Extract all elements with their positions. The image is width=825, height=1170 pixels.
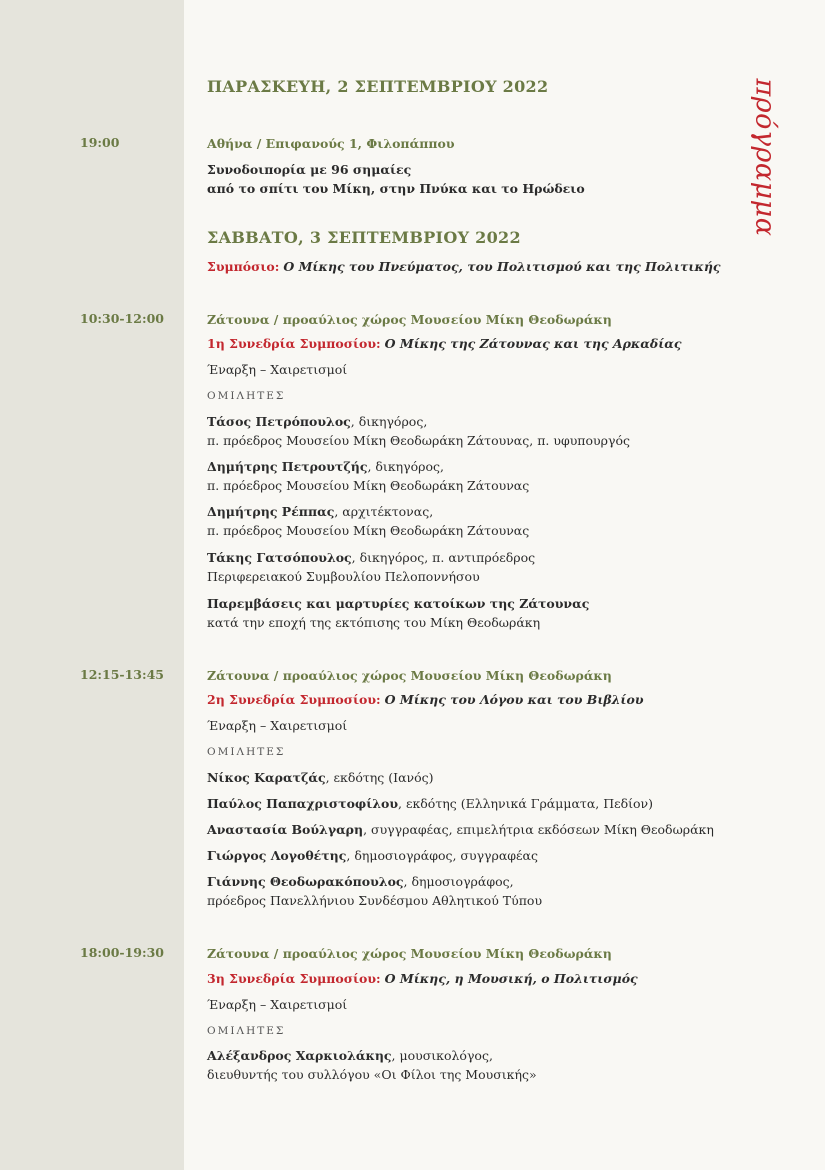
session1-opening: Έναρξη – Χαιρετισμοί: [207, 362, 348, 377]
session1-location: Ζάτουνα / προαύλιος χώρος Μουσείου Μίκη Θεοδωράκη: [207, 312, 612, 327]
session3-title: Ο Μίκης, η Μουσική, ο Πολιτισμός: [384, 971, 638, 986]
session2-title: Ο Μίκης του Λόγου και του Βιβλίου: [384, 692, 644, 707]
speaker-name: Γιώργος Λογοθέτης: [207, 848, 347, 863]
session3-speakers-heading: ΟΜΙΛΗΤΕΣ: [207, 1025, 286, 1037]
session2-speakers-heading: ΟΜΙΛΗΤΕΣ: [207, 746, 286, 758]
session1-label: 1η Συνεδρία Συμποσίου:: [207, 336, 381, 351]
session2-heading: [207, 691, 644, 708]
speaker-role-line2: π. πρόεδρος Μουσείου Μίκη Θεοδωράκη Ζάτουνας: [207, 478, 530, 493]
speaker-role: , δημοσιογράφος, συγγραφέας: [346, 848, 538, 863]
speaker-name: Παύλος Παπαχριστοφίλου: [207, 796, 399, 811]
speaker-role: , εκδότης (Ιανός): [325, 770, 434, 785]
symposium-line: [207, 258, 721, 275]
friday-date: ΠΑΡΑΣΚΕΥΗ, 2 ΣΕΠΤΕΜΒΡΙΟΥ 2022: [207, 77, 549, 96]
speaker-line: [207, 503, 433, 520]
session1-speakers-heading: ΟΜΙΛΗΤΕΣ: [207, 390, 286, 402]
speaker-role: , μουσικολόγος,: [391, 1048, 493, 1063]
friday-time: 19:00: [80, 135, 120, 150]
side-title-wrapper: [745, 78, 785, 236]
session3-location: Ζάτουνα / προαύλιος χώρος Μουσείου Μίκη Θεοδωράκη: [207, 946, 612, 961]
speaker-name: Γιάννης Θεοδωρακόπουλος: [207, 874, 404, 889]
symposium-label: Συμπόσιο:: [207, 259, 280, 274]
speaker-role: , συγγραφέας, επιμελήτρια εκδόσεων Μίκη Θεοδωράκη: [363, 822, 714, 837]
session3-heading: [207, 970, 638, 987]
speaker-role: , δικηγόρος, π. αντιπρόεδρος: [351, 550, 536, 565]
speaker-role-line2: Περιφερειακού Συμβουλίου Πελοποννήσου: [207, 569, 480, 584]
speaker-name: Αλέξανδρος Χαρκιολάκης: [207, 1048, 392, 1063]
friday-line2: από το σπίτι του Μίκη, στην Πνύκα και το Ηρώδειο: [207, 181, 585, 196]
session1-time: 10:30-12:00: [80, 311, 164, 326]
speaker-line: [207, 873, 514, 890]
speaker-role: , εκδότης (Ελληνικά Γράμματα, Πεδίον): [398, 796, 654, 811]
session1-heading: [207, 335, 682, 352]
saturday-date: ΣΑΒΒΑΤΟ, 3 ΣΕΠΤΕΜΒΡΙΟΥ 2022: [207, 228, 521, 247]
speaker-role-line2: πρόεδρος Πανελλήνιου Συνδέσμου Αθλητικού Τύπου: [207, 893, 543, 908]
speaker-role: , δικηγόρος,: [367, 459, 444, 474]
symposium-title: Ο Μίκης του Πνεύματος, του Πολιτισμού και της Πολιτικής: [283, 259, 721, 274]
speaker-role-line2: π. πρόεδρος Μουσείου Μίκη Θεοδωράκη Ζάτουνας, π. υφυπουργός: [207, 433, 630, 448]
speaker-line: [207, 821, 714, 838]
speaker-name: Δημήτρης Πετρουτζής: [207, 459, 368, 474]
session2-opening: Έναρξη – Χαιρετισμοί: [207, 718, 348, 733]
speaker-role: , δικηγόρος,: [350, 414, 428, 429]
speaker-role: , αρχιτέκτονας,: [334, 504, 434, 519]
speaker-line: [207, 549, 535, 566]
speaker-line: [207, 1047, 493, 1064]
session1-title: Ο Μίκης της Ζάτουνας και της Αρκαδίας: [384, 336, 682, 351]
session2-label: 2η Συνεδρία Συμποσίου:: [207, 692, 381, 707]
side-title: πρόγραμμα: [749, 78, 781, 236]
speaker-name: Αναστασία Βούλγαρη: [207, 822, 364, 837]
speaker-role-line2: διευθυντής του συλλόγου «Οι Φίλοι της Μουσικής»: [207, 1067, 537, 1082]
speaker-role: , δημοσιογράφος,: [403, 874, 514, 889]
speaker-line: [207, 795, 653, 812]
speaker-line: [207, 595, 589, 612]
friday-line1: Συνοδοιπορία με 96 σημαίες: [207, 162, 412, 177]
friday-location: Αθήνα / Επιφανούς 1, Φιλοπάππου: [207, 136, 455, 151]
speaker-line: [207, 458, 444, 475]
speaker-name: Νίκος Καρατζάς: [207, 770, 326, 785]
session3-opening: Έναρξη – Χαιρετισμοί: [207, 997, 348, 1012]
speaker-line: [207, 847, 538, 864]
speaker-role-line2: κατά την εποχή της εκτόπισης του Μίκη Θεοδωράκη: [207, 615, 541, 630]
session3-label: 3η Συνεδρία Συμποσίου:: [207, 971, 381, 986]
speaker-line: [207, 413, 427, 430]
session2-location: Ζάτουνα / προαύλιος χώρος Μουσείου Μίκη Θεοδωράκη: [207, 668, 612, 683]
speaker-name: Δημήτρης Ρέππας: [207, 504, 335, 519]
speaker-name: Τάκης Γατσόπουλος: [207, 550, 352, 565]
speaker-line: [207, 769, 434, 786]
speaker-name: Παρεμβάσεις και μαρτυρίες κατοίκων της Ζάτουνας: [207, 596, 590, 611]
speaker-role-line2: π. πρόεδρος Μουσείου Μίκη Θεοδωράκη Ζάτουνας: [207, 523, 530, 538]
sidebar-panel: [0, 0, 184, 1170]
session2-time: 12:15-13:45: [80, 667, 164, 682]
speaker-name: Τάσος Πετρόπουλος: [207, 414, 351, 429]
session3-time: 18:00-19:30: [80, 945, 164, 960]
